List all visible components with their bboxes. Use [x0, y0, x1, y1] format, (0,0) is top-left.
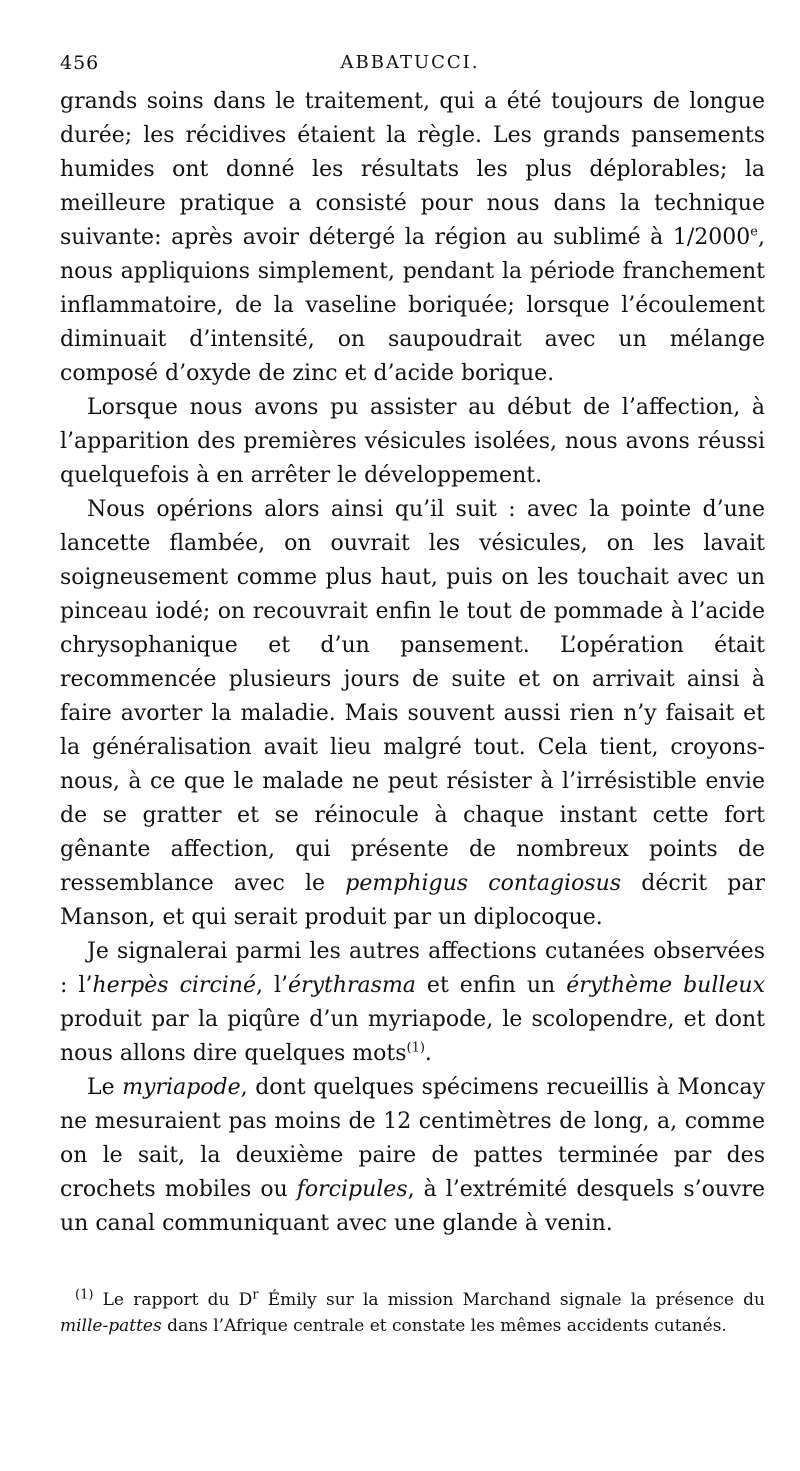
text-run: décrit par Manson, et qui serait produit par un diplocoque. — [60, 871, 765, 930]
italic-term: pemphigus contagiosus — [345, 871, 622, 896]
footnote-marker: (1) — [75, 1287, 94, 1303]
text-run: Le rapport du D — [93, 1290, 253, 1310]
italic-term: herpès circiné — [92, 973, 256, 998]
text-run: , l’ — [256, 973, 289, 998]
text-run: dans l’Afrique centrale et constate les mêmes accidents cutanés. — [161, 1316, 727, 1336]
footnote-reference: (1) — [406, 1040, 425, 1056]
paragraph — [60, 1071, 765, 1241]
page-number: 456 — [60, 52, 100, 74]
text-run: Nous opérions alors ainsi qu’il suit : avec la pointe d’une lancette flambée, on ouvrait les vésicules, on les lavait soigneusement comme plus haut, puis on les touchait avec un pinceau iodé; on recouvrait enfin le tout de pommade à l’acide chrysophanique et d’un pansement. L’opération était recommencée plusieurs jours de suite et on arrivait ainsi à faire avorter la maladie. Mais souvent aussi rien n’y faisait et la généralisation avait lieu malgré tout. Cela tient, croyons-nous, à ce que le malade ne peut résister à l’irrésistible envie de se gratter et se réinocule à chaque instant cette fort gênante affection, qui présente de nombreux points de ressemblance avec le — [60, 497, 765, 896]
superscript: e — [750, 224, 758, 240]
text-run: Je signalerai parmi les autres affections cutanées observées : l’ — [60, 939, 765, 998]
text-run: Émily sur la mission Marchand signale la présence du — [258, 1290, 765, 1310]
text-run: . — [424, 1041, 432, 1066]
text-run: , à l’extrémité desquels s’ouvre un canal communiquant avec une glande à venin. — [60, 1177, 765, 1236]
paragraph — [60, 391, 765, 493]
paragraph — [60, 935, 765, 1071]
text-run: produit par la piqûre d’un myriapode, le scolopendre, et dont nous allons dire quelques mots — [60, 1007, 765, 1066]
paragraph — [60, 85, 765, 391]
text-run: et enfin un — [415, 973, 567, 998]
italic-term: érythrasma — [288, 973, 416, 998]
italic-term: mille-pattes — [60, 1316, 162, 1336]
paragraph — [60, 493, 765, 935]
footnote — [60, 1287, 765, 1339]
page-header — [60, 52, 760, 82]
text-run: , dont quelques spécimens recueillis à Moncay ne mesuraient pas moins de 12 centimètres de long, a, comme on le sait, la deuxième paire de pattes terminée par des crochets mobiles ou — [60, 1075, 766, 1202]
text-run: , nous appliquions simplement, pendant la période franchement inflammatoire, de la vaseline boriquée; lorsque l’écoulement diminuait d’intensité, on saupoudrait avec un mélange composé d’oxyde de zinc et d’acide borique. — [60, 225, 765, 386]
running-title: ABBATUCCI. — [340, 52, 480, 73]
text-run: grands soins dans le traitement, qui a été toujours de longue durée; les récidives étaient la règle. Les grands pansements humides ont donné les résultats les plus déplorables; la meilleure pratique a consisté pour nous dans la technique suivante: après avoir détergé la région au sublimé à 1/2000 — [60, 89, 765, 250]
text-run: Le — [87, 1075, 123, 1100]
italic-term: forcipules — [296, 1177, 408, 1202]
body-text — [60, 85, 765, 1241]
italic-term: myriapode — [122, 1075, 241, 1100]
italic-term: érythème bulleux — [566, 973, 766, 998]
text-run: Lorsque nous avons pu assister au début de l’affection, à l’apparition des premières vésicules isolées, nous avons réussi quelquefois à en arrêter le développement. — [60, 395, 765, 488]
superscript: r — [252, 1287, 259, 1303]
